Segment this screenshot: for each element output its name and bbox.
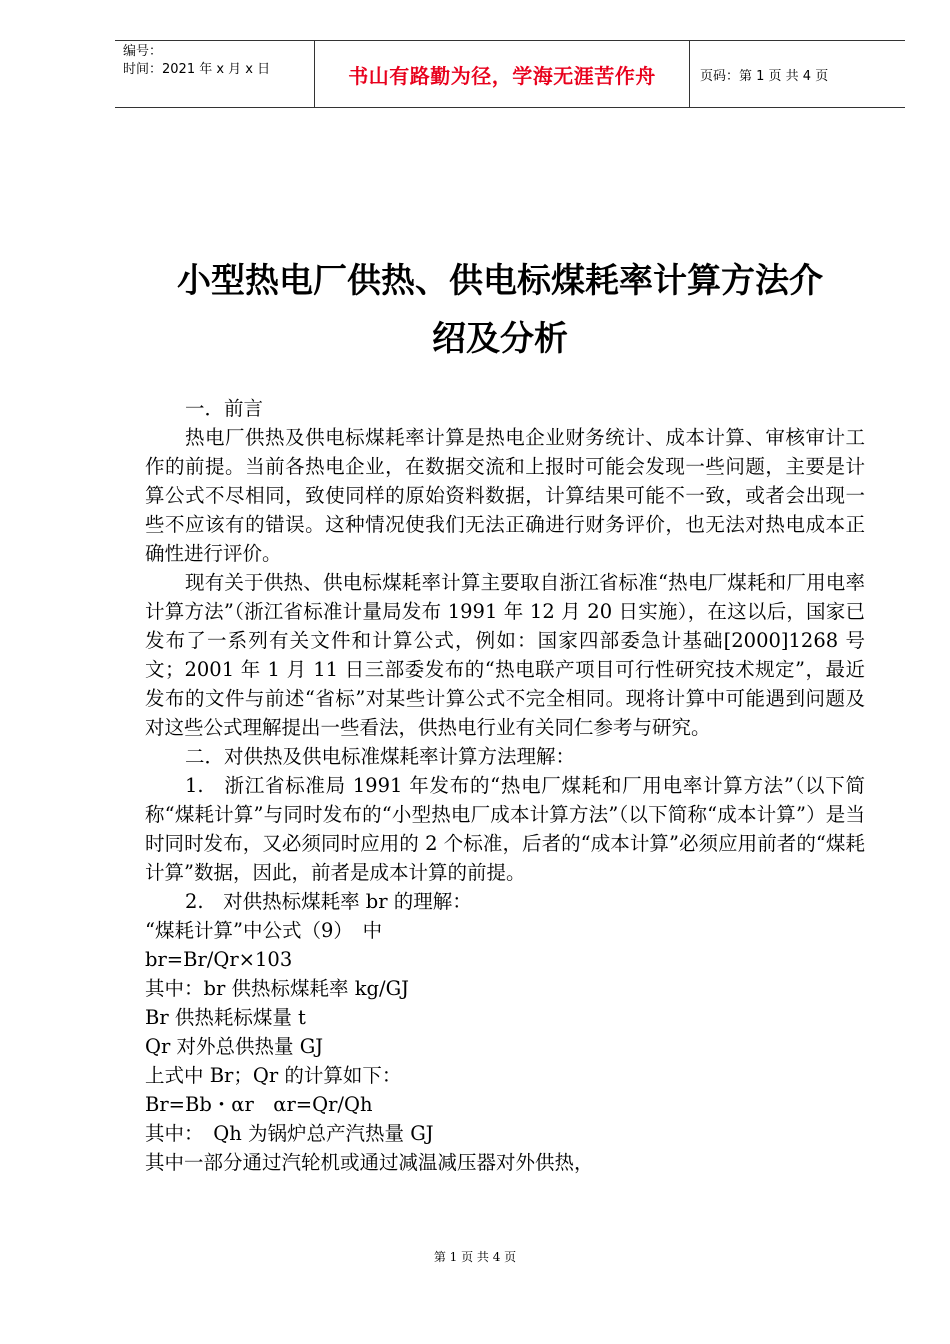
paragraph: 2. 对供热标煤耗率 br 的理解：: [185, 890, 472, 913]
document-body: [145, 394, 865, 1177]
document-title: [140, 252, 860, 368]
paragraph: 1. 浙江省标准局 1991 年发布的“热电厂煤耗和厂用电率计算方法”（以下简称“煤耗计算”与同时发布的“小型热电厂成本计算方法”（以下简称“成本计算”）是当时同时发布，又必须同时应用的 2 个标准，后者的“成本计算”必须应用前者的“煤耗计算”数据，因此，前者是成本计算的前提。: [145, 774, 865, 884]
page-footer: 第 1 页 共 4 页: [433, 1250, 517, 1264]
header-motto-cell: [315, 41, 690, 107]
formula-line: 其中一部分通过汽轮机或通过减温减压器对外供热，: [145, 1151, 594, 1174]
paragraph: 热电厂供热及供电标煤耗率计算是热电企业财务统计、成本计算、审核审计工作的前提。当前各热电企业，在数据交流和上报时可能会发现一些问题，主要是计算公式不尽相同，致使同样的原始资料数据，计算结果可能不一致，或者会出现一些不应该有的错误。这种情况使我们无法正确进行财务评价，也无法对热电成本正确性进行评价。: [145, 426, 865, 565]
header-motto: 书山有路勤为径，学海无涯苦作舟: [348, 63, 656, 88]
header-page-info: 页码：第 1 页 共 4 页: [700, 68, 829, 84]
formula-line: 其中：br 供热标煤耗率 kg/GJ: [145, 977, 409, 1000]
formula-line: 其中： Qh 为锅炉总产汽热量 GJ: [145, 1122, 434, 1145]
formula-line: Br=Bb・αr αr=Qr/Qh: [145, 1093, 373, 1116]
title-line-1: 小型热电厂供热、供电标煤耗率计算方法介: [177, 261, 823, 301]
formula-line: 上式中 Br；Qr 的计算如下：: [145, 1064, 402, 1087]
title-line-2: 绍及分析: [432, 319, 568, 359]
formula-line: br=Br/Qr×103: [145, 948, 293, 971]
paragraph: 现有关于供热、供电标煤耗率计算主要取自浙江省标准“热电厂煤耗和厂用电率计算方法”（浙江省标准计量局发布 1991 年 12 月 20 日实施），在这以后，国家已发布了一系列有关文件和计算公式，例如：国家四部委急计基础[2000]1268 号文；2001 年 1 月 11 日三部委发布的“热电联产项目可行性研究技术规定”，最近发布的文件与前述“省标”对某些计算公式不完全相同。现将计算中可能遇到问题及对这些公式理解提出一些看法，供热电行业有关同仁参考与研究。: [145, 571, 865, 739]
section-heading-method: 二．对供热及供电标准煤耗率计算方法理解：: [185, 745, 576, 768]
section-heading-preface: 一．前言: [185, 397, 264, 420]
formula-line: Qr 对外总供热量 GJ: [145, 1035, 324, 1058]
formula-line: Br 供热耗标煤量 t: [145, 1006, 306, 1029]
header-meta: [115, 41, 315, 107]
page-header: [115, 40, 905, 108]
formula-line: “煤耗计算”中公式（9） 中: [145, 919, 383, 942]
number-label: 编号：: [123, 44, 163, 59]
time-label: 时间：2021 年 x 月 x 日: [123, 62, 271, 77]
